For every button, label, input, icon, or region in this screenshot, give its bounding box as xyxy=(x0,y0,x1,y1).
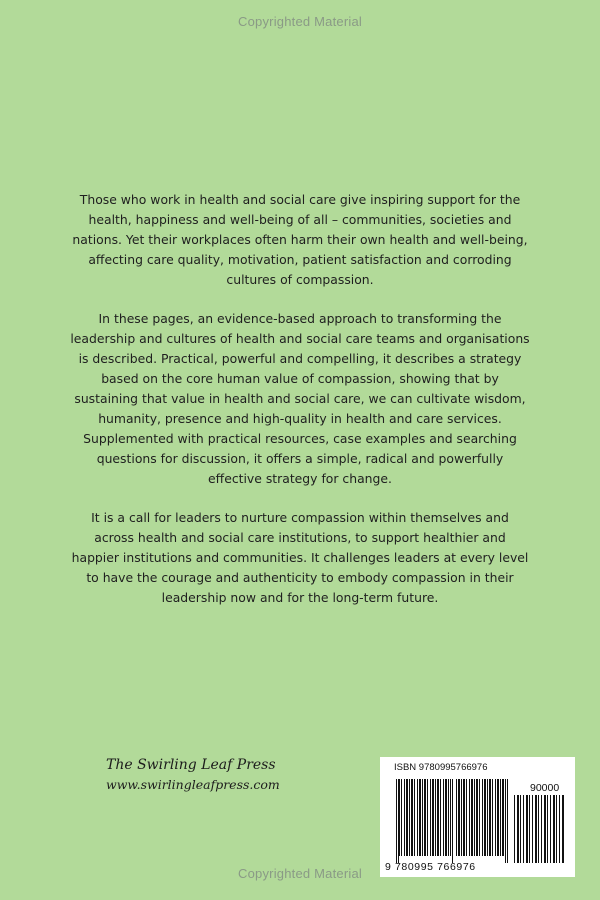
barcode-bars-addon xyxy=(514,795,564,863)
barcode-guard-left xyxy=(396,779,399,863)
blurb-paragraph-1: Those who work in health and social care give inspiring support for the health, happiness and well-being of all – communities, societies and nations. Yet their workplaces often harm their own health and well-being, affecting care quality, motivation, patient satisfaction and corroding cultures of compassion. xyxy=(72,192,528,287)
publisher-url: www.swirlingleafpress.com xyxy=(106,777,280,792)
blurb-paragraph-2: In these pages, an evidence-based approach to transforming the leadership and cultures of health and social care teams and organisations is described. Practical, powerful and compelling, it describes a strategy based on the core human value of compassion, showing that by sustaining that value in health and social care, we can cultivate wisdom, humanity, presence and high-quality in health and care services. Supplemented with practical resources, case examples and searching questions for discussion, it offers a simple, radical and powerfully effective strategy for change. xyxy=(70,311,530,486)
publisher-block xyxy=(106,755,280,795)
isbn-barcode xyxy=(380,757,575,877)
barcode-digits: 9 780995 766976 xyxy=(385,861,476,873)
copyright-watermark-bottom: Copyrighted Material xyxy=(238,866,362,881)
back-cover-blurb xyxy=(70,190,530,627)
copyright-watermark-top: Copyrighted Material xyxy=(238,14,362,29)
isbn-label: ISBN 9780995766976 xyxy=(394,762,488,773)
blurb-paragraph-3: It is a call for leaders to nurture compassion within themselves and across health and social care institutions, to support healthier and happier institutions and communities. It challenges leaders at every level to have the courage and authenticity to embody compassion in their leadership now and for the long-term future. xyxy=(71,510,529,605)
barcode-price-code: 90000 xyxy=(530,782,560,794)
publisher-name: The Swirling Leaf Press xyxy=(106,757,276,773)
barcode-guard-right xyxy=(505,779,508,863)
barcode-guard-center xyxy=(451,779,454,863)
